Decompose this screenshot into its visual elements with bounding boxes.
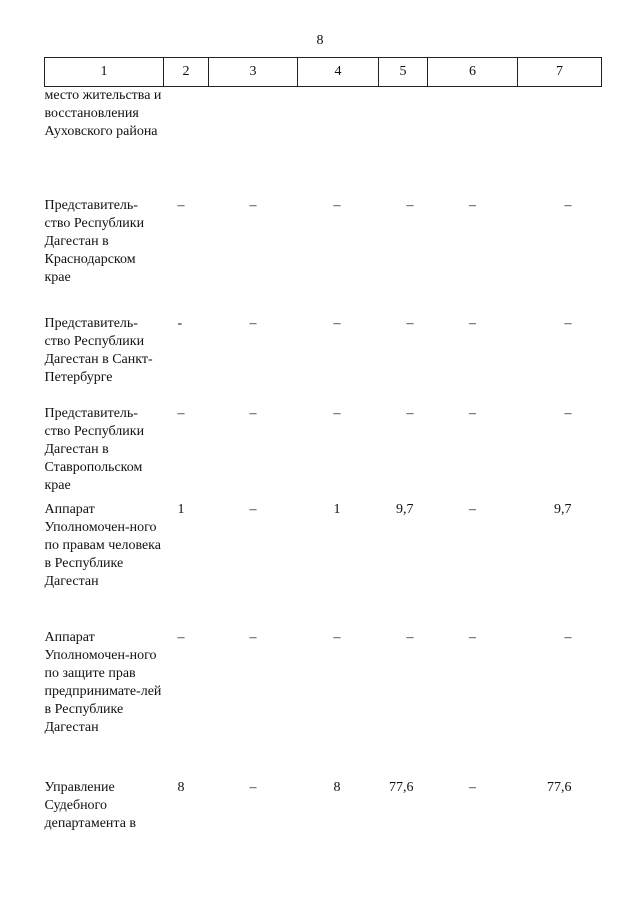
page-number: 8 xyxy=(316,33,324,48)
value-cell: 9,7 xyxy=(396,502,414,517)
row-name: Представитель-ство Республики Дагестан в Санкт-Петербурге xyxy=(44,316,153,385)
table-row xyxy=(45,779,602,839)
value-cell: – xyxy=(333,316,341,331)
header-cell-3: 3 xyxy=(209,58,298,87)
value-cell: – xyxy=(177,198,185,213)
value-cell: – xyxy=(564,630,572,645)
value-cell: – xyxy=(469,780,476,795)
value-cell: – xyxy=(564,406,572,421)
value-cell: – xyxy=(249,502,257,517)
value-cell: – xyxy=(406,406,414,421)
header-cell-6: 6 xyxy=(428,58,518,87)
budget-table xyxy=(44,57,602,839)
table-row xyxy=(45,87,602,198)
value-cell xyxy=(518,87,602,198)
value-cell: – xyxy=(564,316,572,331)
table-header xyxy=(45,58,602,87)
value-cell: – xyxy=(564,198,572,213)
value-cell: – xyxy=(469,502,476,517)
value-cell: – xyxy=(469,630,476,645)
value-cell: 77,6 xyxy=(547,780,572,795)
row-name: Аппарат Уполномочен-ного по защите прав предпринимате-лей в Республике Дагестан xyxy=(44,630,162,735)
header-row xyxy=(45,58,602,87)
value-cell xyxy=(209,87,298,198)
header-cell-4: 4 xyxy=(298,58,379,87)
value-cell: – xyxy=(406,630,414,645)
value-cell: – xyxy=(249,630,257,645)
value-cell: – xyxy=(249,780,257,795)
value-cell: 8 xyxy=(333,780,341,795)
table-row xyxy=(45,197,602,315)
value-cell: – xyxy=(469,406,476,421)
row-name: Управление Судебного департамента в xyxy=(44,780,137,831)
header-cell-5: 5 xyxy=(379,58,428,87)
value-cell: - xyxy=(177,316,183,331)
value-cell xyxy=(164,87,209,198)
table-row xyxy=(45,501,602,629)
row-name: Аппарат Уполномочен-ного по правам человека в Республике Дагестан xyxy=(44,502,161,589)
value-cell: – xyxy=(249,316,257,331)
value-cell: 77,6 xyxy=(389,780,414,795)
value-cell: – xyxy=(249,406,257,421)
value-cell: – xyxy=(333,406,341,421)
header-cell-7: 7 xyxy=(518,58,602,87)
row-name: Представитель-ство Республики Дагестан в Ставропольском крае xyxy=(44,406,145,493)
value-cell: – xyxy=(469,316,476,331)
value-cell xyxy=(379,87,428,198)
value-cell: 1 xyxy=(333,502,341,517)
value-cell: – xyxy=(249,198,257,213)
header-cell-2: 2 xyxy=(164,58,209,87)
table-row xyxy=(45,315,602,405)
value-cell xyxy=(298,87,379,198)
value-cell: – xyxy=(406,316,414,331)
header-cell-1: 1 xyxy=(45,58,164,87)
row-name: место жительства и восстановления Ауховского района xyxy=(44,88,162,139)
table-row xyxy=(45,629,602,779)
value-cell: – xyxy=(469,198,476,213)
value-cell: – xyxy=(177,630,185,645)
table-row xyxy=(45,405,602,501)
value-cell: 9,7 xyxy=(554,502,572,517)
row-name: Представитель-ство Республики Дагестан в Краснодарском крае xyxy=(44,198,145,285)
value-cell: 1 xyxy=(177,502,185,517)
value-cell: – xyxy=(177,406,185,421)
value-cell xyxy=(428,87,518,198)
value-cell: 8 xyxy=(177,780,185,795)
value-cell: – xyxy=(333,630,341,645)
value-cell: – xyxy=(333,198,341,213)
value-cell: – xyxy=(406,198,414,213)
